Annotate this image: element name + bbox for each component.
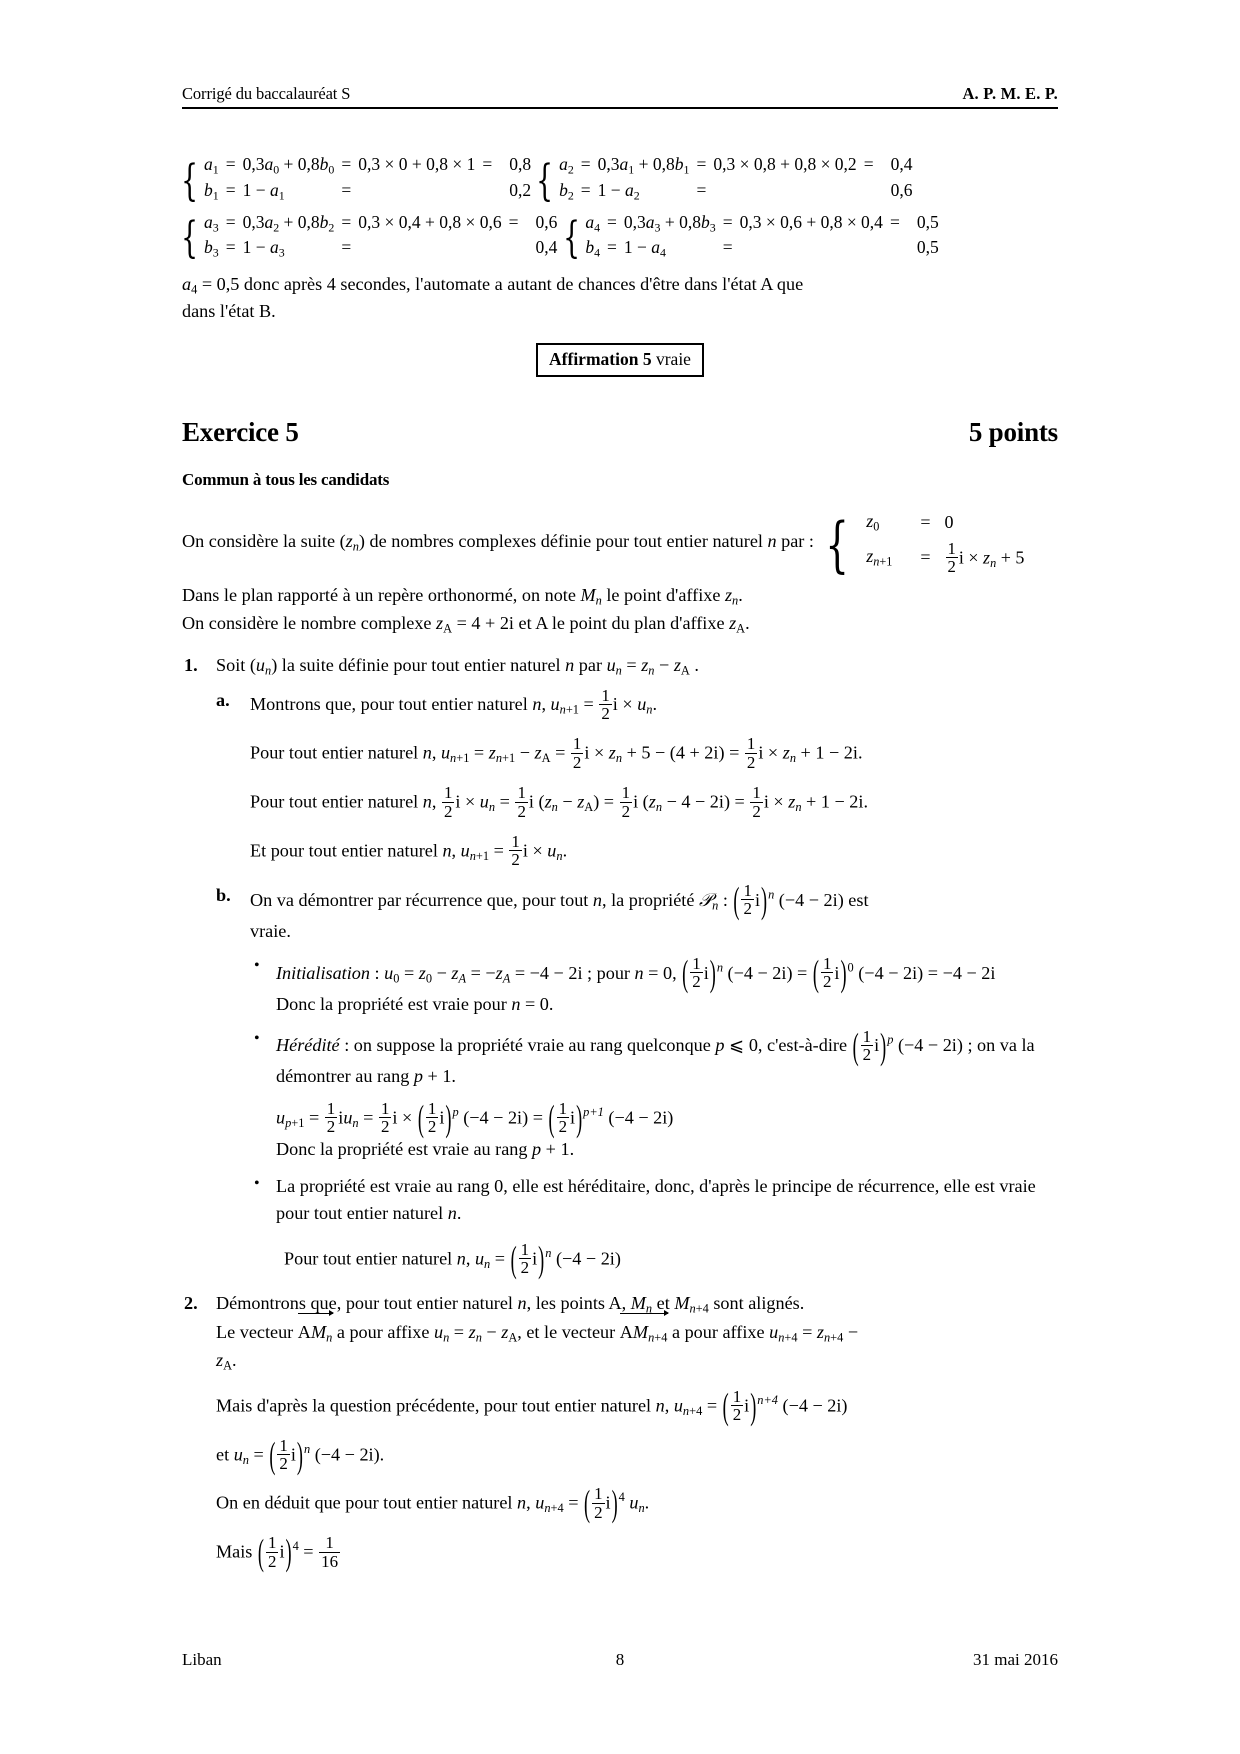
recurrence-conclusion-text: La propriété est vraie au rang 0, elle est héréditaire, donc, d'après le principe de récurrence, elle est vraie pour tout entier naturel n. xyxy=(276,1175,1036,1224)
question-1a xyxy=(216,687,1058,869)
exercise-points: 5 points xyxy=(968,416,1058,447)
heredite-conclusion: Donc la propriété est vraie au rang p + 1. xyxy=(276,1138,575,1159)
sequence-intro-text: On considère la suite $(z_n)$ de nombres complexes définie pour tout entier naturel n par : xyxy=(182,531,814,554)
question-2-marker: 2. xyxy=(184,1292,198,1313)
bullet-conclusion xyxy=(250,1173,1058,1228)
affirmation-box-wrap xyxy=(182,343,1058,377)
exercise-title: Exercice 5 xyxy=(182,416,299,447)
systems-row-2 xyxy=(182,211,1058,262)
question-2-vectors: Le vecteur $AM_n$ a pour affixe $u_n = z_n - z_A$, et le vecteur $AM_{n+4}$ a pour affixe $u_{n+4} = z_{n+4}$ − $z_A$. xyxy=(216,1318,1058,1375)
question-2 xyxy=(182,1290,1058,1574)
question-1b-marker: b. xyxy=(216,884,231,905)
question-2-step2: et $u_n$ = ( $\frac{1}{2}$ i)$^n$ (−4 − 2i). xyxy=(216,1434,385,1476)
plan-paragraph: Dans le plan rapporté à un repère orthonormé, on note $M_n$ le point d'affixe $z_n$. On considère le nombre complexe $z_A = 4 + 2i$ et A le point du plan d'affixe $z_A$. xyxy=(182,585,750,636)
page-content xyxy=(182,84,1058,1572)
header-right-apmep: A. P. M. E. P. xyxy=(962,84,1058,103)
bullet-dot-icon: • xyxy=(254,1174,260,1192)
question-2-statement: Démontrons que, pour tout entier naturel n, les points A, $M_n$ et $M_{n+4}$ sont alignés. xyxy=(216,1292,805,1316)
bullet-dot-icon: • xyxy=(254,1029,260,1047)
footer-date: 31 mai 2016 xyxy=(973,1650,1058,1669)
system-a3-b3: { $a_3$ = $0,3a_2 + 0,8b_2$ = 0,3 × 0,4 + 0,8 × 0,6 = 0,6 $b_3$ = $1 - a_3$ = 0,4 xyxy=(181,212,558,264)
page-footer xyxy=(182,1650,1058,1670)
question-1-sublist xyxy=(216,685,1058,1280)
vector-AMn: $AM_n$ xyxy=(298,1318,332,1347)
systems-conclusion-line1: = 0,5 donc après 4 secondes, l'automate a autant de chances d'être dans l'état A que xyxy=(201,273,804,294)
question-1b-statement: On va démontrer par récurrence que, pour tout n, la propriété 𝒫$_n$ : ( $\frac{1}{2}$ i)$^n$ (−4 − 2i) est vraie. xyxy=(250,879,869,941)
heredite-text: Hérédité : on suppose la propriété vraie au rang quelconque p ⩽ 0, c'est-à-dire ( $\frac{1}{2}$ i)$^p$ (−4 − 2i) ; on va la démontrer au rang p + 1. xyxy=(276,1025,1035,1087)
question-1-marker: 1. xyxy=(184,655,198,676)
question-2-step3: On en déduit que pour tout entier naturel n, $u_{n+4}$ = ( $\frac{1}{2}$ i)$^4$ $u_n$. xyxy=(216,1483,650,1525)
automaton-systems xyxy=(182,153,1058,324)
bullet-initialisation xyxy=(250,952,1058,1019)
footer-location: Liban xyxy=(182,1650,222,1669)
system-a2-b2: { $a_2$ = $0,3a_1 + 0,8b_1$ = 0,3 × 0,8 + 0,8 × 0,2 = 0,4 $b_2$ = $1 - a_2$ = 0,6 xyxy=(536,154,913,206)
question-1a-step2: Pour tout entier naturel n, $\frac{1}{2}$ $i \times u_n$ = $\frac{1}{2}$ i $(z_n - z_A)$ = $\frac{1}{2}$ i $(z_n - 4 - 2i)$ = $\frac{1}{2}$ $i \times z_n + 1 - 2i$. xyxy=(250,783,868,821)
z-system: { $z_0$ = 0 $z_{n+1}$ = $\frac{1}{2}$ $i \times z_n + 5$ xyxy=(825,510,1025,580)
recurrence-bullets xyxy=(250,952,1058,1228)
systems-conclusion-line2: dans l'état B. xyxy=(182,300,276,321)
systems-row-1 xyxy=(182,153,1058,204)
footer-page-number: 8 xyxy=(615,1650,625,1669)
question-1b-final: Pour tout entier naturel n, $u_n$ = ( $\frac{1}{2}$ i)$^n$ (−4 − 2i) xyxy=(284,1238,621,1280)
question-1a-statement: Montrons que, pour tout entier naturel n, $u_{n+1}$ = $\frac{1}{2}$ $i \times u_n$. xyxy=(250,685,658,723)
question-1 xyxy=(182,652,1058,1280)
heredite-formula: $u_{p+1}$ = $\frac{1}{2}$ $iu_n$ = $\frac{1}{2}$ i × ( $\frac{1}{2}$ i)$^p$ (−4 − 2i) = ( $\frac{1}{2}$ i)$^{p+1}$ (−4 − 2i) xyxy=(276,1097,674,1139)
system-a4-b4: { $a_4$ = $0,3a_3 + 0,8b_3$ = 0,3 × 0,6 + 0,8 × 0,4 = 0,5 $b_4$ = $1 - a_4$ = 0,5 xyxy=(562,212,939,264)
vector-AMn4: $AM_{n+4}$ xyxy=(620,1318,668,1347)
question-1a-step1: Pour tout entier naturel n, $u_{n+1} = z_{n+1} - z_A$ = $\frac{1}{2}$ $i \times z_n + 5 - (4 + 2i)$ = $\frac{1}{2}$ $i \times z_n + 1 - 2i$. xyxy=(250,734,863,772)
systems-conclusion: $a_4 = 0,5$ donc après 4 secondes, l'automate a autant de chances d'être dans l'état A que dans l'état B. xyxy=(182,273,804,321)
bullet-heredite xyxy=(250,1025,1058,1164)
affirmation-verdict: vraie xyxy=(655,348,691,369)
question-2-step4: Mais ( $\frac{1}{2}$ i)$^4$ = $\frac{1}{16}$ xyxy=(216,1532,339,1574)
header-left-title: Corrigé du baccalauréat S xyxy=(182,84,351,103)
affirmation-box xyxy=(536,343,704,377)
sequence-definition xyxy=(182,508,1058,579)
system-a1-b1: { $a_1$ = $0,3a_0 + 0,8b_0$ = 0,3 × 0 + 0,8 × 1 = 0,8 $b_1$ = $1 - a_1$ = 0,2 xyxy=(181,154,532,206)
question-1a-marker: a. xyxy=(216,689,230,710)
initialisation-text: Initialisation : $u_0 = z_0 - z_A = -z_A = -4 - 2i$ ; pour n = 0, ( $\frac{1}{2}$ i)$^n$ (−4 − 2i) = ( $\frac{1}{2}$ i)$^0$ (−4 − 2i) = −4 − 2i Donc la propriété est vraie pour n = 0. xyxy=(276,952,996,1014)
running-header xyxy=(182,84,1058,104)
question-1a-step3: Et pour tout entier naturel n, $u_{n+1}$ = $\frac{1}{2}$ $i \times u_n$. xyxy=(250,832,568,870)
question-list xyxy=(182,652,1058,1574)
exercise-subtitle: Commun à tous les candidats xyxy=(182,469,390,489)
affirmation-label: Affirmation 5 xyxy=(549,348,652,369)
question-1b xyxy=(216,879,1058,1280)
question-1-stem: Soit $(u_n)$ la suite définie pour tout entier naturel n par $u_n = z_n - z_A$ . xyxy=(216,655,699,678)
exercise-heading xyxy=(182,417,1058,448)
bullet-dot-icon: • xyxy=(254,957,260,975)
question-2-step1: Mais d'après la question précédente, pour tout entier naturel n, $u_{n+4}$ = ( $\frac{1}{2}$ i)$^{n+4}$ (−4 − 2i) xyxy=(216,1385,848,1427)
header-rule xyxy=(182,107,1058,109)
